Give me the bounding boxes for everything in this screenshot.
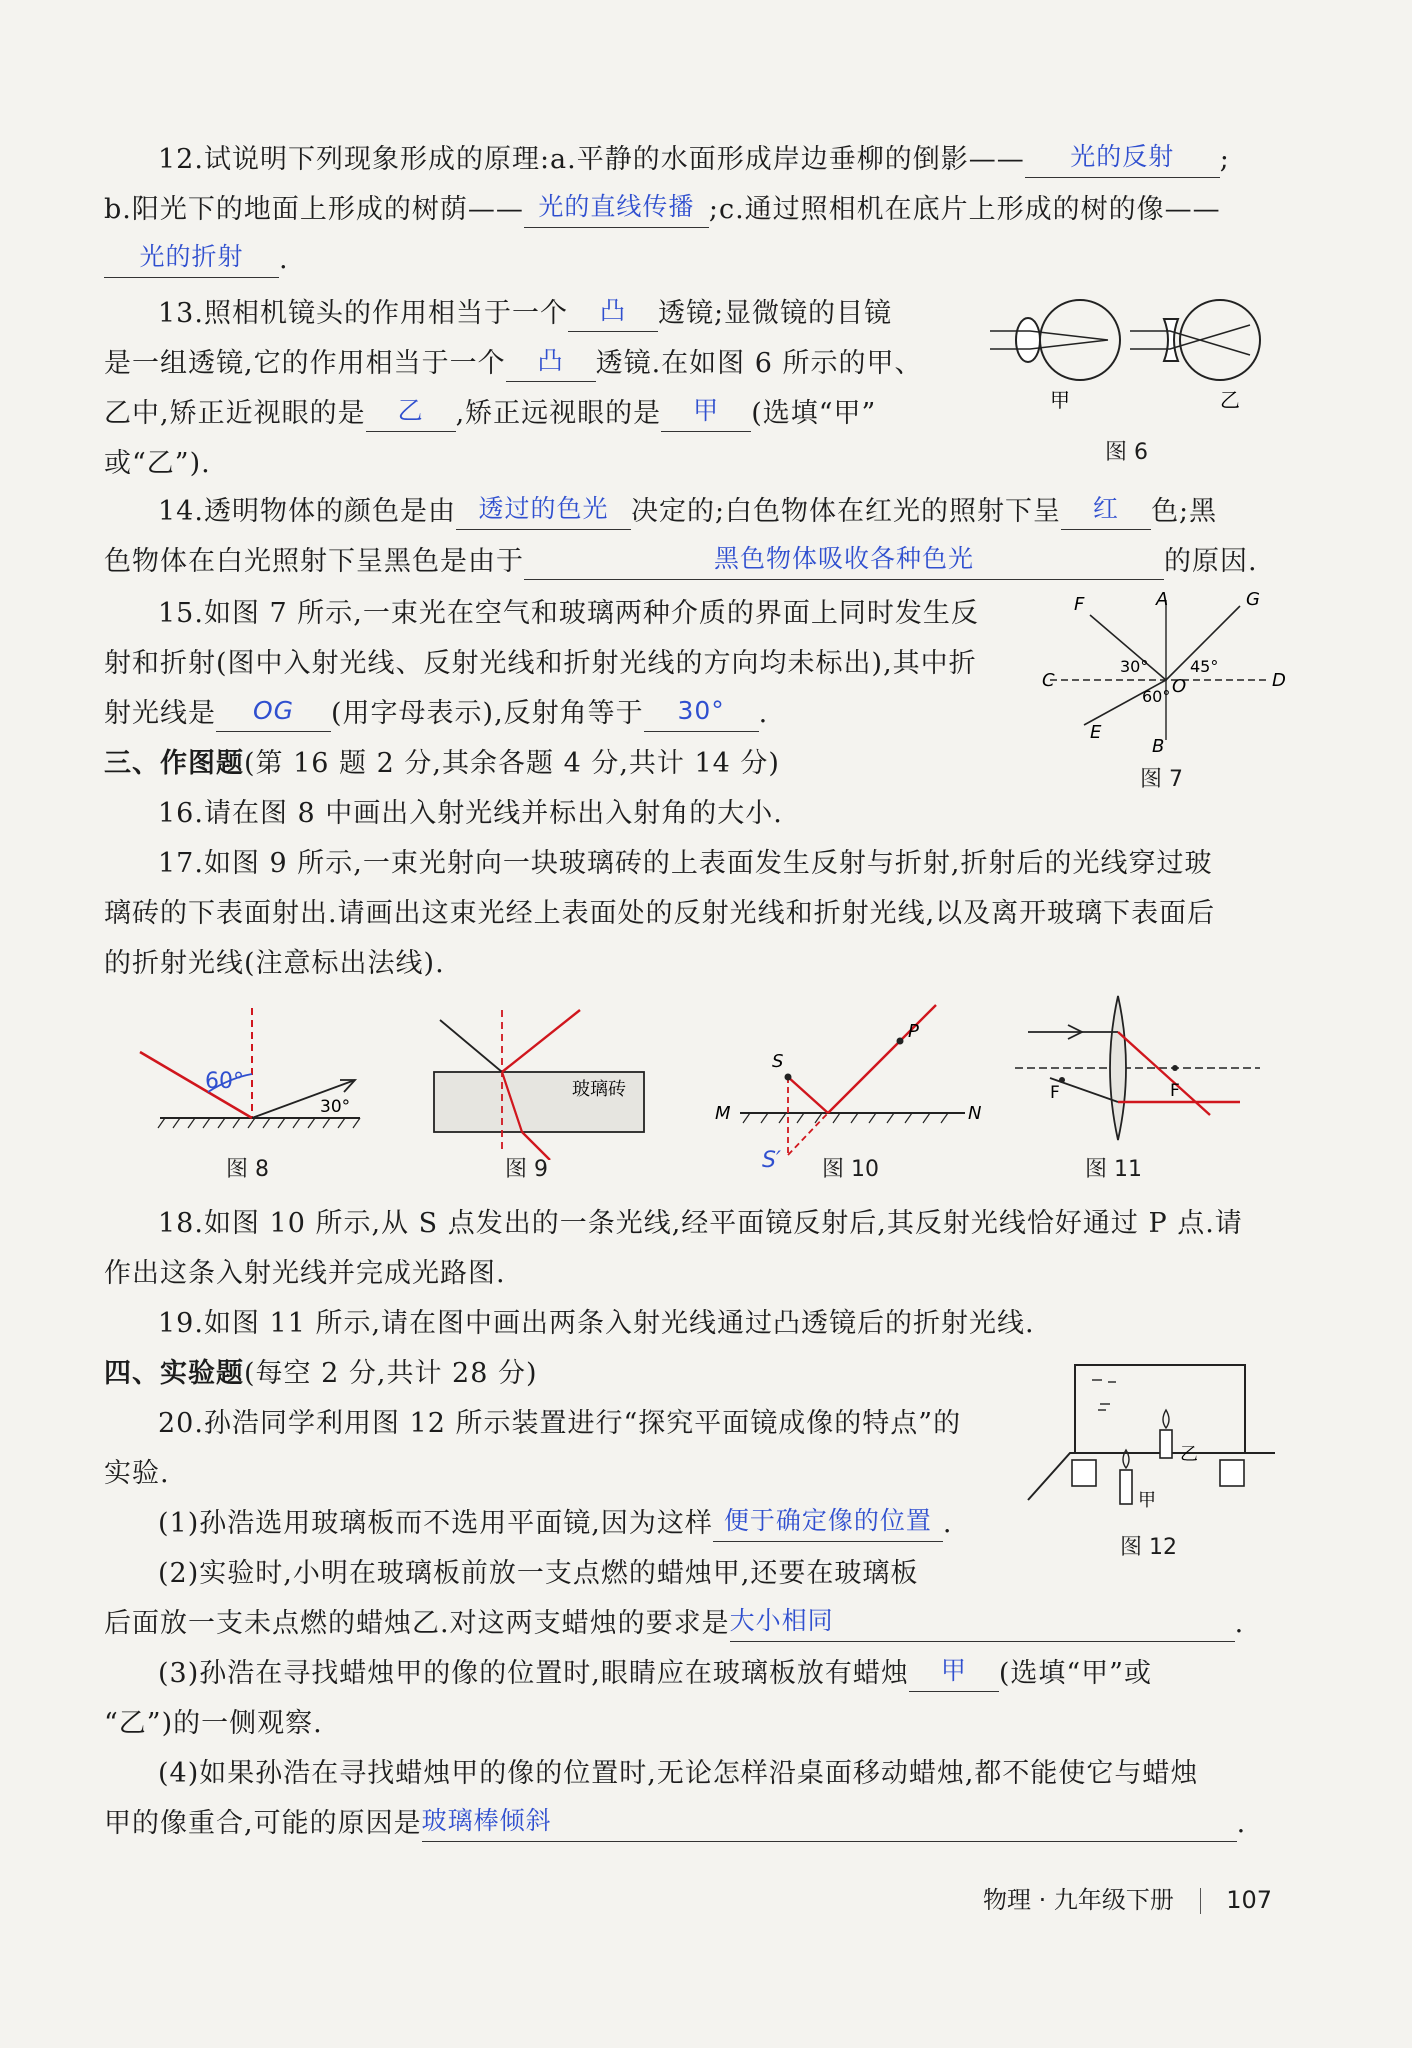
fig7-label-a: A xyxy=(1156,590,1169,610)
q17-text-2: 璃砖的下表面射出.请画出这束光经上表面处的反射光线和折射光线,以及离开玻璃下表面后 xyxy=(104,898,1216,929)
fig10-label-s: S xyxy=(772,1051,784,1072)
q20-text-2: 实验. xyxy=(104,1458,170,1489)
q20-answer-3: 甲 xyxy=(940,1656,967,1685)
q14-text-2: 色物体在白光照射下呈黑色是由于 xyxy=(104,546,524,577)
q14-line1 xyxy=(158,494,1217,530)
fig10-caption: 图 10 xyxy=(822,1157,879,1182)
q20-text-p2a: (2)实验时,小明在玻璃板前放一支点燃的蜡烛甲,还要在玻璃板 xyxy=(158,1558,919,1589)
figure-6 xyxy=(980,295,1280,425)
fig12-label-a: 甲 xyxy=(1138,1490,1156,1511)
q17-text-3: 的折射光线(注意标出法线). xyxy=(104,948,445,979)
q13-text-3c: (选填“甲” xyxy=(751,398,877,429)
q20-text-p3c: “乙”)的一侧观察. xyxy=(104,1708,323,1739)
q20-part3 xyxy=(158,1656,1152,1692)
q12-text-a: 12.试说明下列现象形成的原理:a.平静的水面形成岸边垂柳的倒影—— xyxy=(158,144,1025,175)
fig10-point-s xyxy=(785,1074,792,1081)
q20-part2b: 后面放一支未点燃的蜡烛乙.对这两支蜡烛的要求是大小相同 . xyxy=(104,1606,1244,1642)
q14-text-2b: 的原因. xyxy=(1164,546,1258,577)
q20-part1: (1)孙浩选用玻璃板而不选用平面镜,因为这样 便于确定像的位置 . xyxy=(158,1506,952,1542)
q14-line2 xyxy=(104,544,1258,580)
q20-answer-2: 大小相同 xyxy=(729,1606,834,1635)
q14-text-1b: 决定的;白色物体在红光的照射下呈 xyxy=(630,496,1062,527)
q12-answer-c: 光的折射 xyxy=(139,242,244,271)
q14-text-1: 14.透明物体的颜色是由 xyxy=(158,496,456,527)
section4-title: 四、实验题 xyxy=(104,1358,244,1389)
q20-text-p4a: (4)如果孙浩在寻找蜡烛甲的像的位置时,无论怎样沿桌面移动蜡烛,都不能使它与蜡烛 xyxy=(158,1758,1199,1789)
fig9-caption: 图 9 xyxy=(505,1157,548,1182)
q14-text-1c: 色;黑 xyxy=(1151,496,1218,527)
q14-blank-1 xyxy=(456,494,631,530)
section3-note: (第 16 题 2 分,其余各题 4 分,共计 14 分) xyxy=(244,748,780,779)
fig9-reflected-ray xyxy=(502,1010,580,1072)
q13-answer-2: 凸 xyxy=(537,346,564,375)
q12-line2 xyxy=(104,192,1221,228)
q12-answer-b: 光的直线传播 xyxy=(538,192,695,221)
fig12-candle-b xyxy=(1160,1430,1172,1458)
q14-answer-3: 黑色物体吸收各种色光 xyxy=(713,544,974,573)
q17-text-1: 17.如图 9 所示,一束光射向一块玻璃砖的上表面发生反射与折射,折射后的光线穿过玻 xyxy=(158,848,1213,879)
q15-text-3: 射光线是 xyxy=(104,698,216,729)
fig10-label-n: N xyxy=(968,1103,982,1124)
fig10-virtual-ray xyxy=(788,1113,828,1155)
q20-answer-4: 玻璃棒倾斜 xyxy=(421,1806,552,1835)
fig7-angle-45: 45° xyxy=(1190,657,1219,676)
fig10-reflected-ray xyxy=(828,1005,936,1113)
footer-subject: 物理 · 九年级下册 xyxy=(983,1886,1174,1914)
q20-text-p2b: 后面放一支未点燃的蜡烛乙.对这两支蜡烛的要求是 xyxy=(104,1608,730,1639)
fig9-incident-ray xyxy=(440,1020,502,1072)
q15-blank-1 xyxy=(216,696,331,732)
q20-text-p3a: (3)孙浩在寻找蜡烛甲的像的位置时,眼睛应在玻璃板放有蜡烛 xyxy=(158,1658,909,1689)
fig6-eye-a xyxy=(990,300,1120,380)
q15-answer-1: OG xyxy=(252,696,295,725)
q15-answer-2: 30° xyxy=(677,696,725,725)
fig11-label-f-right: F xyxy=(1170,1081,1180,1101)
q20-text-p1: (1)孙浩选用玻璃板而不选用平面镜,因为这样 xyxy=(158,1508,713,1539)
fig7-caption: 图 7 xyxy=(1140,767,1183,792)
q20-answer-1: 便于确定像的位置 xyxy=(723,1506,932,1535)
figure-9 xyxy=(430,1000,660,1160)
q13-text-1b: 透镜;显微镜的目镜 xyxy=(657,298,893,329)
q20-blank-4 xyxy=(421,1806,1237,1842)
q13-text-2b: 透镜.在如图 6 所示的甲、 xyxy=(595,348,923,379)
q13-blank-3 xyxy=(366,396,456,432)
q13-blank-2 xyxy=(506,346,596,382)
q19-text: 19.如图 11 所示,请在图中画出两条入射光线通过凸透镜后的折射光线. xyxy=(158,1308,1035,1339)
fig7-label-d: D xyxy=(1272,670,1286,691)
fig10-incident-ray xyxy=(788,1077,828,1113)
fig6-caption: 图 6 xyxy=(1105,440,1148,465)
q18-text-2: 作出这条入射光线并完成光路图. xyxy=(104,1258,506,1289)
q20-text-p4b: 甲的像重合,可能的原因是 xyxy=(104,1808,422,1839)
q13-text-1: 13.照相机镜头的作用相当于一个 xyxy=(158,298,568,329)
fig7-label-c: C xyxy=(1042,670,1055,691)
q16-text: 16.请在图 8 中画出入射光线并标出入射角的大小. xyxy=(158,798,783,829)
fig9-glass-label: 玻璃砖 xyxy=(572,1079,626,1100)
q20-blank-2 xyxy=(729,1606,1235,1642)
q20-text-1: 20.孙浩同学利用图 12 所示装置进行“探究平面镜成像的特点”的 xyxy=(158,1408,962,1439)
q15-blank-2 xyxy=(644,696,759,732)
fig12-glass-marks xyxy=(1092,1380,1116,1410)
q13-line2 xyxy=(104,346,923,382)
footer-divider xyxy=(1200,1888,1201,1914)
fig8-angle-60: 60° xyxy=(205,1069,244,1094)
fig8-hatch xyxy=(158,1118,360,1128)
q13-blank-1 xyxy=(568,296,658,332)
figure-12 xyxy=(1020,1360,1280,1520)
q12-blank-c xyxy=(104,242,279,278)
q12-line1: 12.试说明下列现象形成的原理:a.平静的水面形成岸边垂柳的倒影—— 光的反射 ; xyxy=(158,142,1230,178)
section3-heading xyxy=(104,746,780,782)
fig8-angle-30: 30° xyxy=(320,1097,351,1117)
q13-text-3b: ,矫正远视眼的是 xyxy=(455,398,662,429)
fig10-label-s-image: S′ xyxy=(762,1148,781,1170)
figure-8 xyxy=(130,1000,380,1140)
fig12-candle-b-flame xyxy=(1163,1410,1169,1428)
q13-answer-3: 乙 xyxy=(397,396,424,425)
q20-blank-1 xyxy=(713,1506,943,1542)
fig10-label-p: P xyxy=(908,1021,919,1042)
fig6-eye-b xyxy=(1130,300,1260,380)
q12-blank-b xyxy=(524,192,709,228)
fig11-focus-left xyxy=(1059,1077,1065,1083)
q14-blank-3 xyxy=(524,544,1164,580)
figure-7 xyxy=(1040,590,1290,760)
fig6-label-a: 甲 xyxy=(1050,388,1070,412)
fig7-label-o: O xyxy=(1172,676,1187,697)
fig10-point-p xyxy=(897,1038,904,1045)
q20-text-p3b: (选填“甲”或 xyxy=(998,1658,1152,1689)
fig10-hatch xyxy=(743,1113,948,1123)
fig7-label-g: G xyxy=(1246,590,1260,610)
fig7-label-f: F xyxy=(1074,594,1085,615)
q13-blank-4 xyxy=(661,396,751,432)
fig12-label-b: 乙 xyxy=(1180,1444,1198,1465)
q15-text-3b: (用字母表示),反射角等于 xyxy=(331,698,644,729)
q13-line1 xyxy=(158,296,892,332)
q13-text-2: 是一组透镜,它的作用相当于一个 xyxy=(104,348,506,379)
q13-text-4: 或“乙”). xyxy=(104,448,211,479)
q15-line3: 射光线是 OG (用字母表示),反射角等于 30° . xyxy=(104,696,768,732)
section4-heading xyxy=(104,1356,538,1392)
q20-blank-3 xyxy=(909,1656,999,1692)
section3-title: 三、作图题 xyxy=(104,748,244,779)
q13-line3 xyxy=(104,396,876,432)
q15-text-2: 射和折射(图中入射光线、反射光线和折射光线的方向均未标出),其中折 xyxy=(104,648,977,679)
q18-text-1: 18.如图 10 所示,从 S 点发出的一条光线,经平面镜反射后,其反射光线恰好通过 P 点.请 xyxy=(158,1208,1243,1239)
q13-text-3: 乙中,矫正近视眼的是 xyxy=(104,398,366,429)
fig11-focus-right xyxy=(1172,1065,1178,1071)
section4-note: (每空 2 分,共计 28 分) xyxy=(244,1358,538,1389)
q13-answer-4: 甲 xyxy=(693,396,720,425)
fig7-label-b: B xyxy=(1152,736,1165,757)
fig7-label-e: E xyxy=(1090,722,1102,743)
fig11-caption: 图 11 xyxy=(1085,1157,1142,1182)
figure-10 xyxy=(710,995,990,1170)
q12-text-b: b.阳光下的地面上形成的树荫—— xyxy=(104,194,524,225)
fig8-arrowhead xyxy=(340,1080,355,1092)
fig10-label-m: M xyxy=(715,1103,731,1124)
q12-text-c: ;c.通过照相机在底片上形成的树的像—— xyxy=(708,194,1221,225)
fig7-angle-60: 60° xyxy=(1142,687,1171,706)
fig12-block-right xyxy=(1220,1460,1244,1486)
fig11-convex-lens xyxy=(1110,996,1126,1140)
fig7-angle-30: 30° xyxy=(1120,657,1149,676)
q14-answer-2: 红 xyxy=(1093,494,1120,523)
q14-answer-1: 透过的色光 xyxy=(478,494,609,523)
fig12-candle-a xyxy=(1120,1470,1132,1504)
q12-answer-a: 光的反射 xyxy=(1070,142,1175,171)
fig6-label-b: 乙 xyxy=(1220,388,1240,412)
fig11-label-f-left: F xyxy=(1050,1083,1060,1103)
q12-blank-a xyxy=(1025,142,1220,178)
figure-11 xyxy=(1010,990,1270,1150)
q20-part4b: 甲的像重合,可能的原因是玻璃棒倾斜 . xyxy=(104,1806,1246,1842)
fig8-caption: 图 8 xyxy=(226,1157,269,1182)
fig12-caption: 图 12 xyxy=(1120,1535,1177,1560)
fig12-block-left xyxy=(1072,1460,1096,1486)
q15-text-1: 15.如图 7 所示,一束光在空气和玻璃两种介质的界面上同时发生反 xyxy=(158,598,979,629)
q12-line3: 光的折射 . xyxy=(104,242,289,278)
page-number: 107 xyxy=(1226,1886,1272,1914)
q14-blank-2 xyxy=(1061,494,1151,530)
page-footer xyxy=(983,1880,1272,1915)
q13-answer-1: 凸 xyxy=(599,296,626,325)
